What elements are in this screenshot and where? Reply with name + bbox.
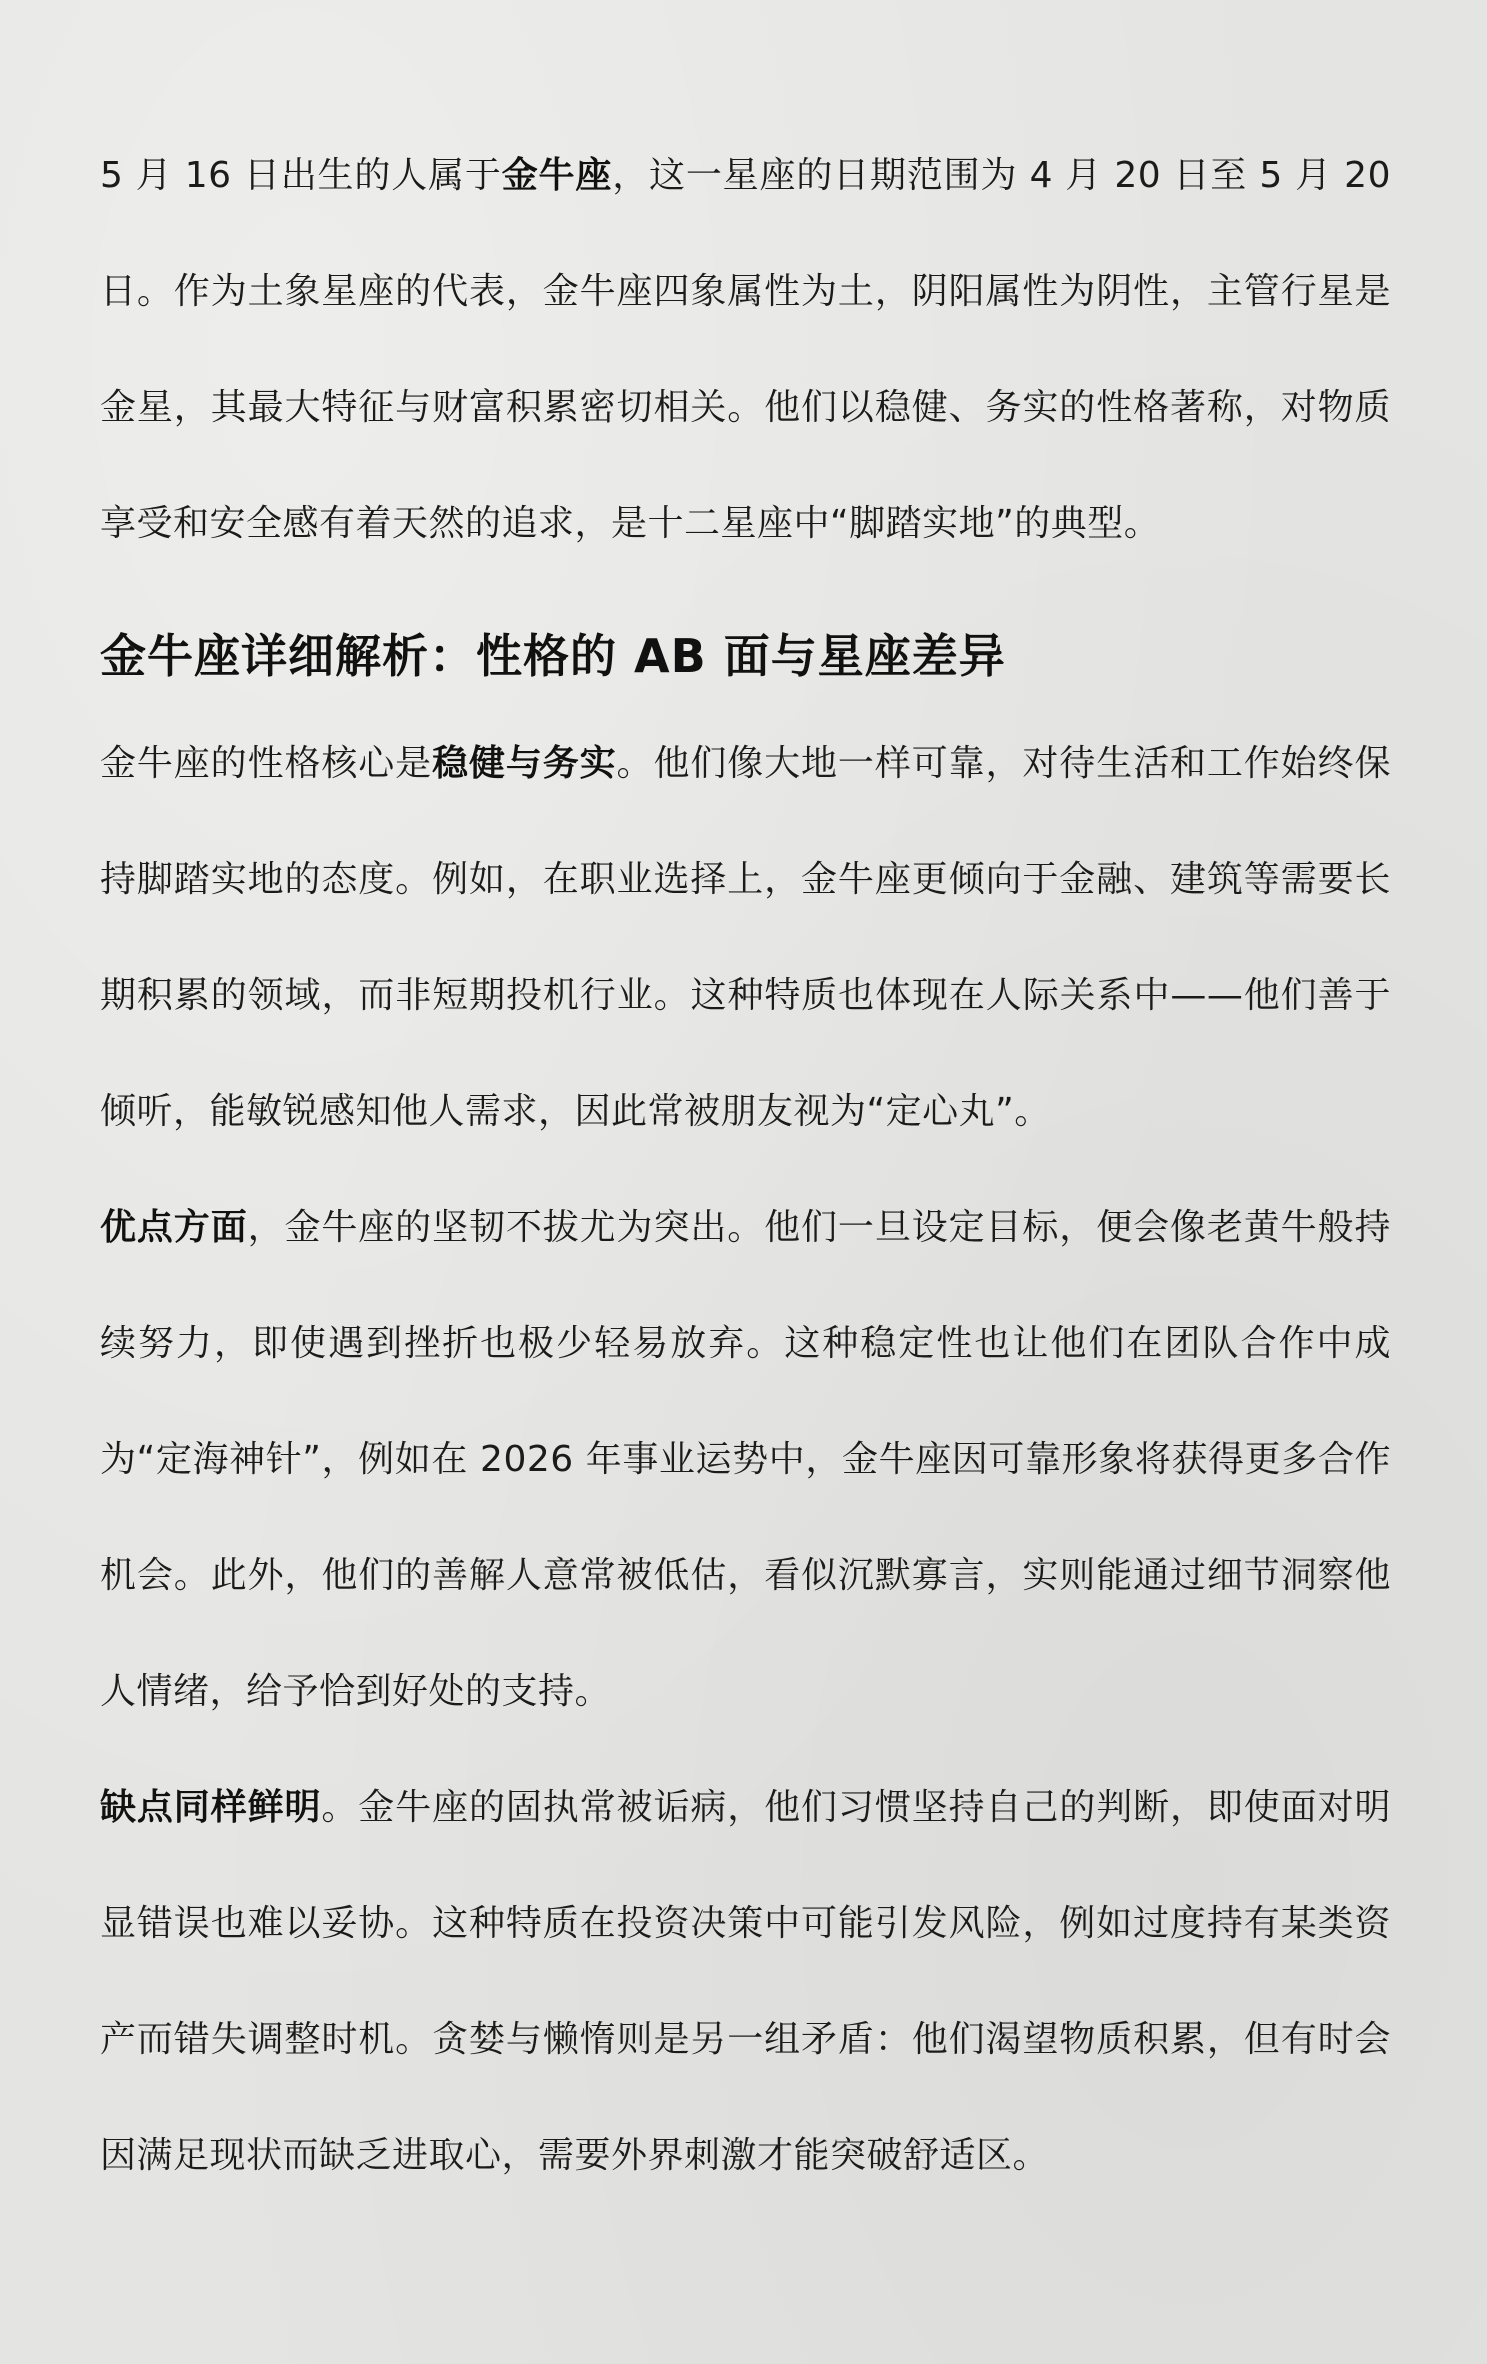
intro-bold-taurus: 金牛座 (501, 155, 613, 196)
intro-text-2: ，这一星座的日期范围为 4 月 20 日至 5 月 20 日。作为土象星座的代表，金牛座四象属性为土，阴阳属性为阴性，主管行星是金星，其最大特征与财富积累密切相关。他们以稳健、务实的性格著称，对物质享受和安全感有着天然的追求，是十二星座中“脚踏实地”的典型。 (100, 155, 1391, 544)
intro-text-1: 5 月 16 日出生的人属于 (100, 155, 502, 196)
core-text-1: 金牛座的性格核心是 (100, 743, 433, 784)
intro-paragraph (100, 118, 1391, 582)
core-text-2: 。他们像大地一样可靠，对待生活和工作始终保持脚踏实地的态度。例如，在职业选择上，金牛座更倾向于金融、建筑等需要长期积累的领域，而非短期投机行业。这种特质也体现在人际关系中——他们善于倾听，能敏锐感知他人需求，因此常被朋友视为“定心丸”。 (100, 743, 1391, 1132)
cons-text: 。金牛座的固执常被诟病，他们习惯坚持自己的判断，即使面对明显错误也难以妥协。这种特质在投资决策中可能引发风险，例如过度持有某类资产而错失调整时机。贪婪与懒惰则是另一组矛盾：他们渴望物质积累，但有时会因满足现状而缺乏进取心，需要外界刺激才能突破舒适区。 (100, 1787, 1391, 2176)
section-heading: 金牛座详细解析：性格的 AB 面与星座差异 (100, 629, 1006, 683)
core-bold: 稳健与务实 (432, 743, 617, 784)
core-paragraph (100, 706, 1391, 1170)
pros-bold: 优点方面 (100, 1207, 248, 1248)
cons-paragraph (100, 1750, 1391, 2214)
pros-paragraph (100, 1170, 1391, 1750)
cons-bold: 缺点同样鲜明 (100, 1787, 322, 1828)
pros-text: ，金牛座的坚韧不拔尤为突出。他们一旦设定目标，便会像老黄牛般持续努力，即使遇到挫折也极少轻易放弃。这种稳定性也让他们在团队合作中成为“定海神针”，例如在 2026 年事业运势中，金牛座因可靠形象将获得更多合作机会。此外，他们的善解人意常被低估，看似沉默寡言，实则能通过细节洞察他人情绪，给予恰到好处的支持。 (100, 1207, 1391, 1712)
